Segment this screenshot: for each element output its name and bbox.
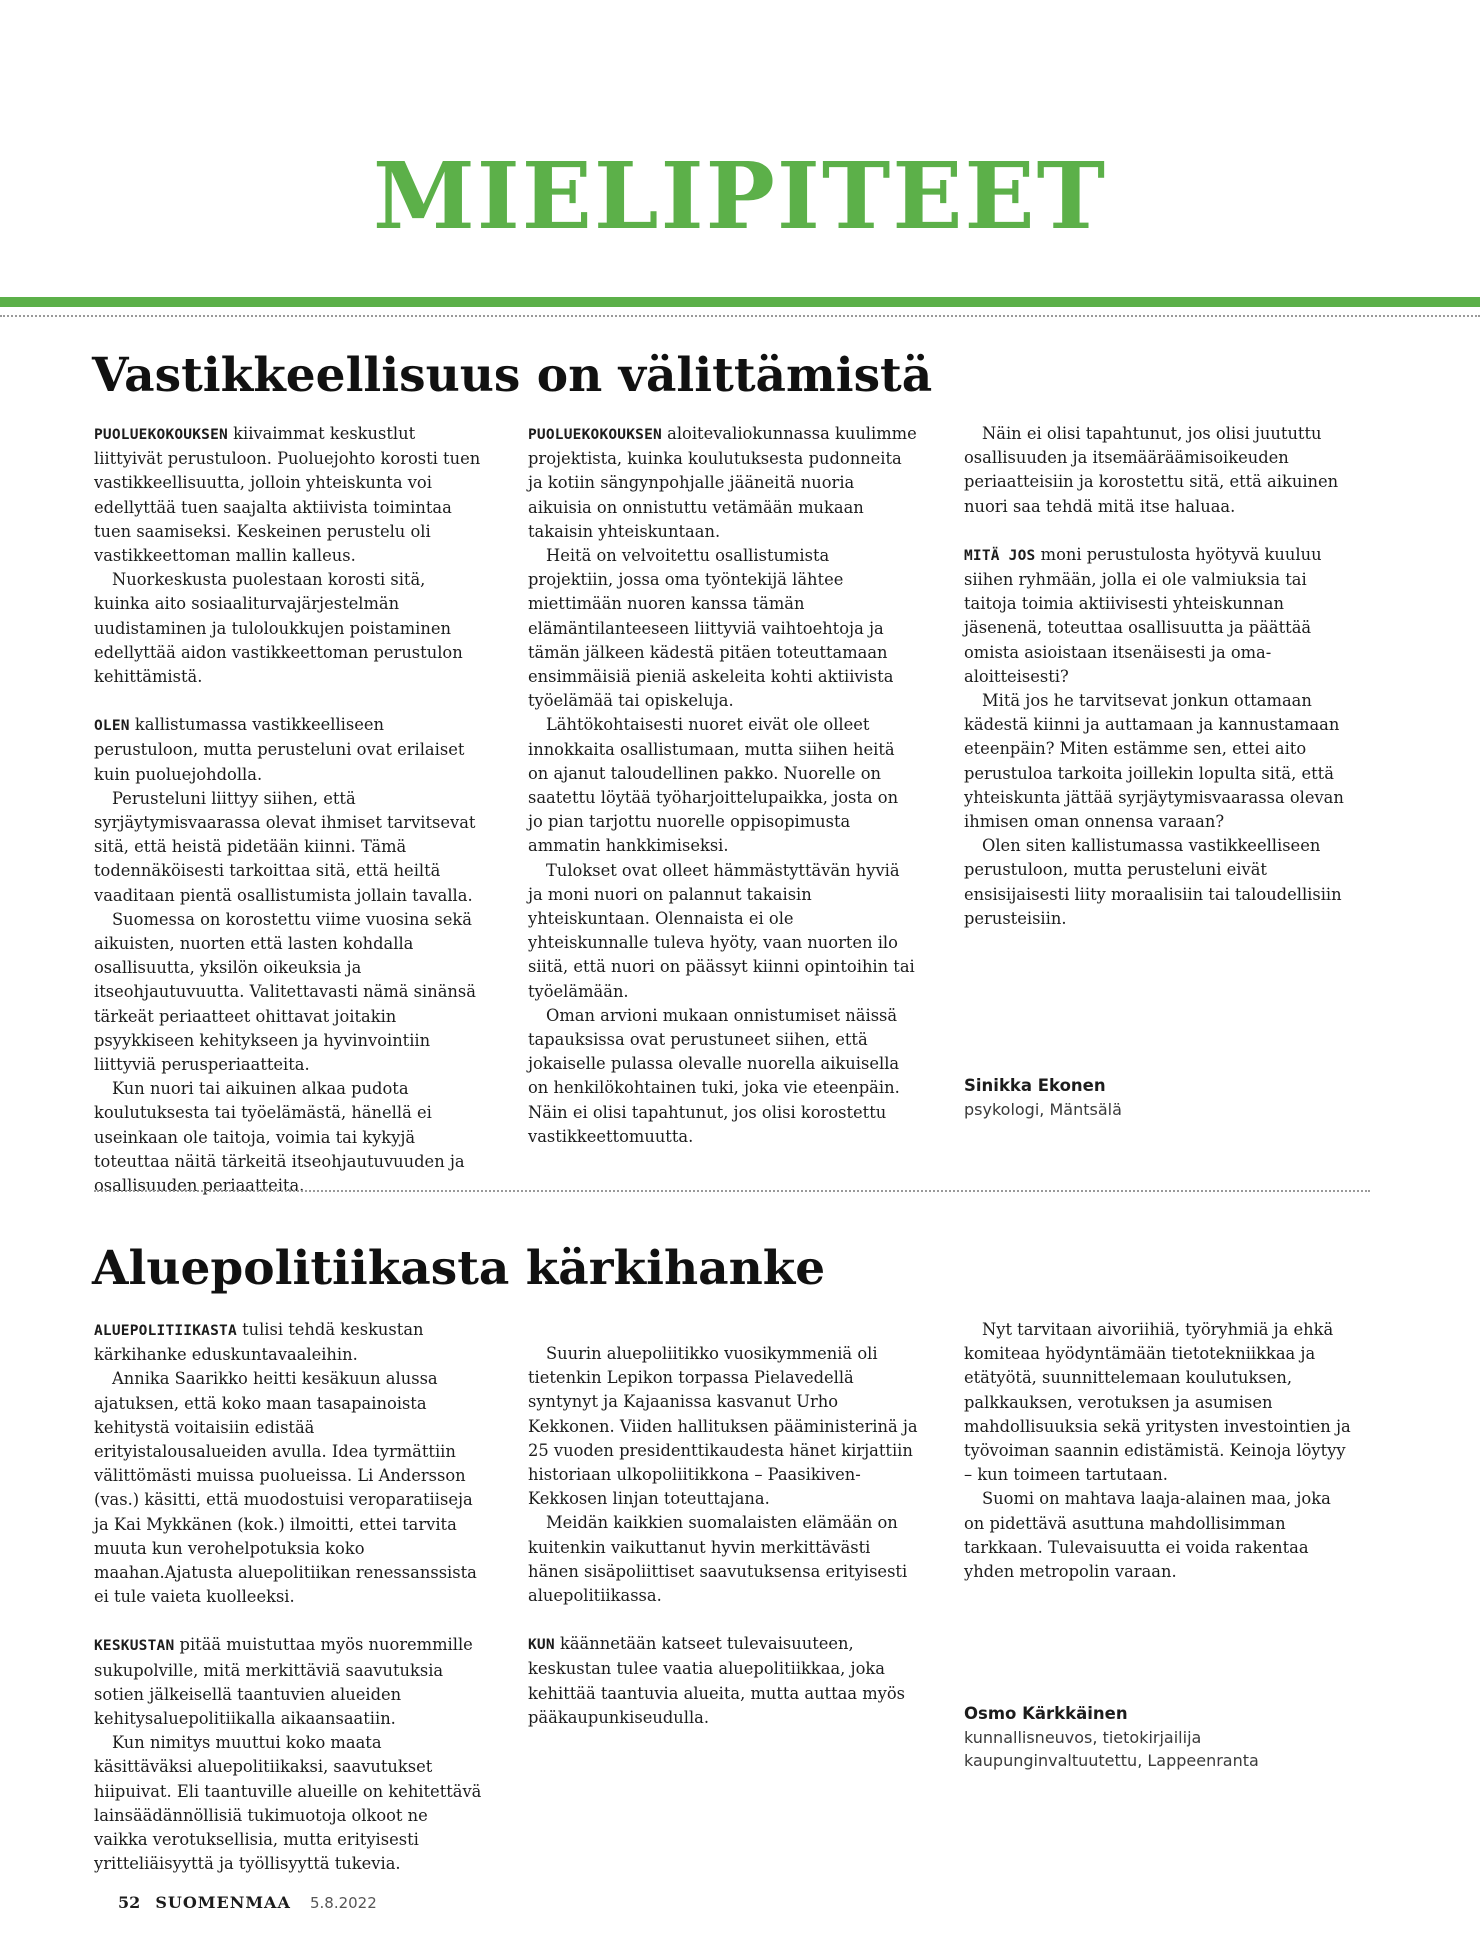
article1-paragraph: PUOLUEKOKOUKSEN aloitevaliokunnassa kuulimme projektista, kuinka koulutuksesta pudonneita ja kotiin sängynpohjalle jääneitä nuoria aikuisia on onnistuttu vetämään mukaan takaisin yhteiskuntaan. bbox=[528, 424, 917, 541]
author-role: psykologi, Mäntsälä bbox=[964, 1100, 1122, 1119]
issue-date: 5.8.2022 bbox=[309, 1894, 377, 1912]
article1-headline: Vastikkeellisuus on välittämistä bbox=[92, 348, 933, 403]
page-footer bbox=[118, 1893, 377, 1912]
article2-paragraph: Kun nimitys muuttui koko maata käsittäväksi aluepolitiikaksi, saavutukset hiipuivat. Eli taantuville alueille on kehitettävä lainsäädännöllisiä tukimuotoja olkoot ne vaikka verotuksellisia, mutta erityisesti yritteliäisyyttä ja työllisyyttä tukevia. bbox=[94, 1733, 482, 1874]
lead-in: KESKUSTAN bbox=[94, 1638, 175, 1655]
article1-paragraph: MITÄ JOS moni perustulosta hyötyvä kuuluu siihen ryhmään, jolla ei ole valmiuksia tai taitoja toimia aktiivisesti yhteiskunnan jäsenenä, toteuttaa osallisuutta ja päättää omista asioistaan itsenäisesti ja oma-aloitteisesti? bbox=[964, 544, 1322, 686]
article1-paragraph: Suomessa on korostettu viime vuosina sekä aikuisten, nuorten että lasten kohdalla osallisuutta, yksilön oikeuksia ja itseohjautuvuutta. Valitettavasti nämä sinänsä tärkeät periaatteet ohittavat joitakin psyykkiseen kehitykseen ja hyvinvointiin liittyviä perusperiaatteita. bbox=[94, 909, 476, 1075]
article2-byline bbox=[964, 1702, 1259, 1772]
article2-column-2 bbox=[528, 1342, 918, 1730]
article2-paragraph: ALUEPOLITIIKASTA tulisi tehdä keskustan kärkihanke eduskuntavaaleihin. bbox=[94, 1320, 424, 1365]
author-role: kaupunginvaltuutettu, Lappeenranta bbox=[964, 1751, 1259, 1770]
page-number: 52 bbox=[118, 1893, 141, 1912]
article1-paragraph: Näin ei olisi tapahtunut, jos olisi juututtu osallisuuden ja itsemääräämisoikeuden periaatteisiin ja korostettu sitä, että aikuinen nuori saa tehdä mitä itse haluaa. bbox=[964, 424, 1339, 516]
header-dotted-rule bbox=[0, 315, 1480, 317]
article2-paragraph: Annika Saarikko heitti kesäkuun alussa ajatuksen, että koko maan tasapainoista kehitystä voitaisiin edistää erityistalousalueiden avulla. Idea tyrmättiin välittömästi muissa puolueissa. Li Andersson (vas.) käsitti, että muodostuisi veroparatiiseja ja Kai Mykkänen (kok.) ilmoitti, ettei tarvita muuta kun verohelpotuksia koko maahan.Ajatusta aluepolitiikan renessanssista ei tule vaieta kuolleeksi. bbox=[94, 1369, 477, 1607]
article1-paragraph: PUOLUEKOKOUKSEN kiivaimmat keskustlut liittyivät perustuloon. Puoluejohto korosti tuen vastikkeellisuutta, jolloin yhteiskunta voi edellyttää tuen saajalta aktiivista toimintaa tuen saamiseksi. Keskeinen perustelu oli vastikkeettoman mallin kalleus. bbox=[94, 424, 481, 566]
lead-in: PUOLUEKOKOUKSEN bbox=[94, 427, 228, 443]
author-name: Osmo Kärkkäinen bbox=[964, 1704, 1128, 1723]
article1-byline bbox=[964, 1074, 1122, 1121]
article1-paragraph: Olen siten kallistumassa vastikkeelliseen perustuloon, mutta perusteluni eivät ensisijaisesti liity moraalisiin tai taloudellisiin perusteisiin. bbox=[964, 836, 1342, 928]
article2-paragraph: Suurin aluepoliitikko vuosikymmeniä oli tietenkin Lepikon torpassa Pielavedellä syntynyt ja Kajaanissa kasvanut Urho Kekkonen. Viiden hallituksen pääministerinä ja 25 vuoden presidenttikaudesta hänet kirjattiin historiaan ulkopoliitikkona – Paasikiven-Kekkosen linjan toteuttajana. bbox=[528, 1344, 918, 1509]
author-role: kunnallisneuvos, tietokirjailija bbox=[964, 1728, 1202, 1747]
article2-column-1 bbox=[94, 1318, 484, 1876]
section-title: MIELIPITEET bbox=[372, 142, 1108, 250]
article2-paragraph: KUN käännetään katseet tulevaisuuteen, keskustan tulee vaatia aluepolitiikkaa, joka kehittää taantuvia alueita, mutta auttaa myös pääkaupunkiseudulla. bbox=[528, 1634, 906, 1727]
article-separator bbox=[94, 1190, 1370, 1192]
lead-in: PUOLUEKOKOUKSEN bbox=[528, 427, 662, 443]
article1-paragraph: Heitä on velvoitettu osallistumista projektiin, jossa oma työntekijä lähtee miettimään nuoren kanssa tämän elämäntilanteeseen liittyviä vaihtoehtoja ja tämän jälkeen kädestä pitäen toteuttamaan ensimmäisiä pieniä askeleita kohti aktiivista työelämää tai opiskeluja. bbox=[528, 546, 894, 711]
article2-paragraph: Suomi on mahtava laaja-alainen maa, joka on pidettävä asuttuna mahdollisimman tarkkaan. Tulevaisuutta ei voida rakentaa yhden metropolin varaan. bbox=[964, 1489, 1331, 1582]
article2-headline: Aluepolitiikasta kärkihanke bbox=[92, 1241, 826, 1296]
article1-paragraph: Oman arvioni mukaan onnistumiset näissä tapauksissa ovat perustuneet siihen, että jokaiselle pulassa olevalle nuorella aikuisella on henkilökohtainen tuki, joka vie eteenpäin. Näin ei olisi tapahtunut, jos olisi korostettu vastikkeettomuutta. bbox=[528, 1005, 900, 1146]
article1-column-2 bbox=[528, 422, 918, 1149]
article1-paragraph: OLEN kallistumassa vastikkeelliseen perustuloon, mutta perusteluni ovat erilaiset kuin puoluejohdolla. bbox=[94, 715, 465, 784]
lead-in: KUN bbox=[528, 1637, 555, 1654]
article2-paragraph: Meidän kaikkien suomalaisten elämään on kuitenkin vaikuttanut hyvin merkittävästi hänen sisäpoliittiset saavutuksensa erityisesti aluepolitiikassa. bbox=[528, 1513, 908, 1606]
article1-paragraph: Mitä jos he tarvitsevat jonkun ottamaan kädestä kiinni ja auttamaan ja kannustamaan eteenpäin? Miten estämme sen, ettei aito perustuloa tarkoita joillekin lopulta sitä, että yhteiskunta jättää syrjäytymisvaarassa olevan ihmisen oman onnensa varaan? bbox=[964, 691, 1344, 832]
article1-column-3 bbox=[964, 422, 1354, 931]
article1-paragraph: Perusteluni liittyy siihen, että syrjäytymisvaarassa olevat ihmiset tarvitsevat sitä, että heistä pidetään kiinni. Tämä todennäköisesti tarkoittaa sitä, että heiltä vaaditaan pientä osallistumista jollain tavalla. bbox=[94, 788, 476, 905]
lead-in: ALUEPOLITIIKASTA bbox=[94, 1323, 237, 1339]
lead-in: MITÄ JOS bbox=[964, 547, 1036, 564]
article1-paragraph: Kun nuori tai aikuinen alkaa pudota koulutuksesta tai työelämästä, hänellä ei useinkaan ole taitoja, voimia tai kykyjä toteuttaa näitä tärkeitä itseohjautuvuuden ja osallisuuden periaatteita. bbox=[94, 1079, 465, 1196]
magazine-name: SUOMENMAA bbox=[155, 1893, 291, 1912]
article1-paragraph: Nuorkeskusta puolestaan korosti sitä, kuinka aito sosiaaliturvajärjestelmän uudistaminen ja tuloloukkujen poistaminen edellyttää aidon vastikkeettoman perustulon kehittämistä. bbox=[94, 570, 463, 687]
article1-column-1 bbox=[94, 422, 484, 1198]
article1-paragraph: Tulokset ovat olleet hämmästyttävän hyviä ja moni nuori on palannut takaisin yhteiskuntaan. Olennaista ei ole yhteiskunnalle tuleva hyöty, vaan nuorten ilo siitä, että nuori on päässyt kiinni opintoihin tai työelämään. bbox=[528, 860, 915, 1001]
article2-paragraph: KESKUSTAN pitää muistuttaa myös nuoremmille sukupolville, mitä merkittäviä saavutuksia sotien jälkeisellä taantuvien alueiden kehitysaluepolitiikalla aikaansaatiin. bbox=[94, 1635, 473, 1729]
article2-paragraph: Nyt tarvitaan aivoriihiä, työryhmiä ja ehkä komiteaa hyödyntämään tietotekniikkaa ja etätyötä, suunnittelemaan koulutuksen, palkkauksen, verotuksen ja asumisen mahdollisuuksia sekä yritysten investointien ja työvoiman saannin edistämistä. Keinoja löytyy – kun toimeen tartutaan. bbox=[964, 1320, 1351, 1485]
author-name: Sinikka Ekonen bbox=[964, 1076, 1106, 1095]
article1-paragraph: Lähtökohtaisesti nuoret eivät ole olleet innokkaita osallistumaan, mutta siihen heitä on ajanut taloudellinen pakko. Nuorelle on saatettu löytää työharjoittelupaikka, josta on jo pian tarjottu nuorelle oppisopimusta ammatin hankkimiseksi. bbox=[528, 715, 899, 856]
lead-in: OLEN bbox=[94, 718, 130, 735]
header-divider-bar bbox=[0, 297, 1480, 307]
article2-column-3 bbox=[964, 1318, 1354, 1584]
